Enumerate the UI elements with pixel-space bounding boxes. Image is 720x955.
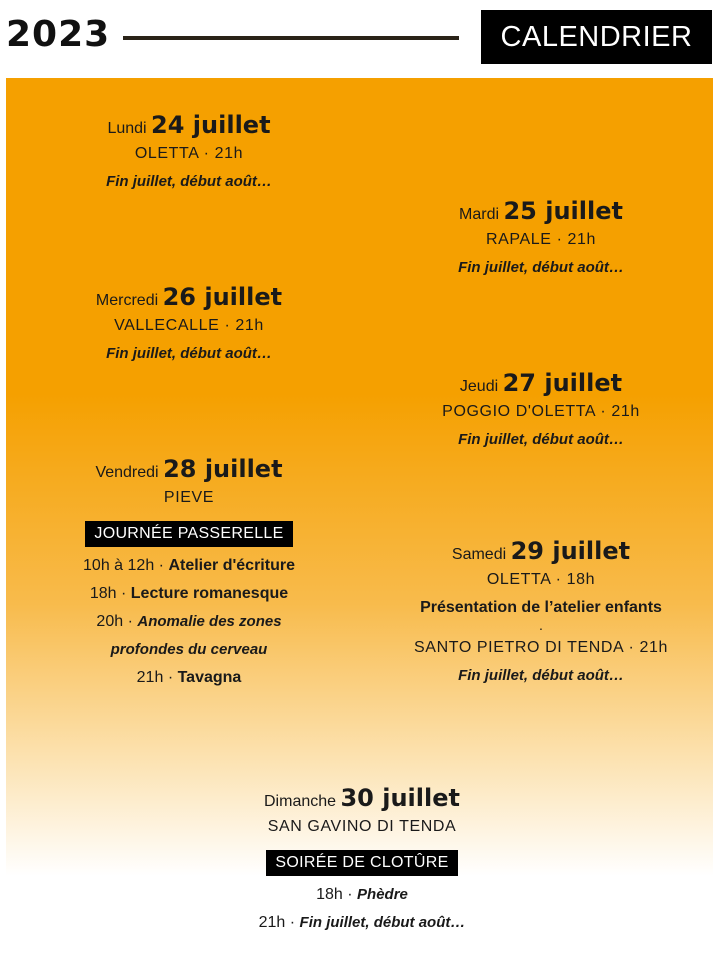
separator-dot: · [538,620,544,636]
event-time: 21h [567,231,597,248]
program-time: 21h [136,669,164,686]
program-title: Tavagna [177,669,242,686]
event-venue: POGGIO D'OLETTA [442,403,596,420]
header-rule [123,36,459,40]
event-venue-line [381,226,701,254]
program-line [29,552,349,580]
event-show: Fin juillet, début août… [458,667,624,684]
program-line [29,664,349,692]
event-venue: SANTO PIETRO DI TENDA [414,639,624,656]
event-venue: OLETTA [486,571,551,588]
event-venue: RAPALE [485,231,552,248]
program-line [29,608,349,636]
event-thursday-27 [381,368,701,454]
event-friday-28 [29,454,349,692]
event-tag-badge: SOIRÉE DE CLOTÛRE [266,850,457,876]
event-day: Lundi [107,120,147,137]
event-date: 25 juillet [503,197,623,225]
event-date: 30 juillet [340,784,460,812]
event-day: Mardi [459,206,500,223]
event-day: Mercredi [95,292,159,309]
event-venue-line [29,140,349,168]
event-monday-24 [29,110,349,196]
event-venue: OLETTA [134,145,199,162]
event-date-line [29,454,349,484]
event-date: 27 juillet [502,369,623,397]
separator-dot: · [289,914,296,931]
separator-dot: · [556,231,563,248]
event-tag-badge: JOURNÉE PASSERELLE [85,521,292,547]
event-venue: VALLECALLE [114,317,220,334]
event-date-line [381,368,701,398]
event-time: 21h [235,317,264,334]
program-title-continued: profondes du cerveau [110,641,268,658]
page-header [0,0,720,78]
event-date-line [381,196,701,226]
calendar-panel [6,78,713,955]
event-date: 24 juillet [151,111,271,139]
event-time: 21h [214,145,244,162]
event-day: Jeudi [459,378,499,395]
event-date: 29 juillet [510,537,631,565]
separator-dot: · [600,403,607,420]
program-title: Atelier d'écriture [168,557,295,574]
event-saturday-29 [381,536,701,690]
event-date-line [29,282,349,312]
event-time: 21h [639,639,668,656]
program-title: Fin juillet, début août… [299,914,466,931]
event-wednesday-26 [29,282,349,368]
separator-dot: · [628,639,635,656]
event-venue: PIEVE [163,489,215,506]
event-venue-line [381,634,701,662]
program-title: Lecture romanesque [130,585,289,602]
program-line [202,881,522,909]
program-line [29,580,349,608]
event-show: Fin juillet, début août… [458,259,624,276]
event-show: Fin juillet, début août… [106,345,272,362]
program-time: 18h [89,585,117,602]
event-show: Fin juillet, début août… [106,173,272,190]
program-time: 21h [258,914,286,931]
calendar-title-badge: CALENDRIER [481,10,712,64]
event-date: 26 juillet [162,283,283,311]
event-date-line [381,536,701,566]
event-date: 28 juillet [163,455,283,483]
separator-dot: · [158,557,164,574]
program-title: Présentation de l’atelier enfants [420,599,662,616]
event-tuesday-25 [381,196,701,282]
event-time: 21h [611,403,640,420]
event-date-line [202,783,522,813]
event-venue-line [381,566,701,594]
program-time: 18h [316,886,343,903]
program-time: 10h à 12h [83,557,155,574]
event-venue: SAN GAVINO DI TENDA [267,818,457,835]
separator-dot: · [120,585,127,602]
separator-dot: · [555,571,562,588]
event-sunday-30 [202,783,522,937]
year-heading: 2023 [6,14,111,55]
separator-dot: · [224,317,231,334]
separator-dot: · [347,886,353,903]
event-show: Fin juillet, début août… [458,431,624,448]
separator-dot: · [203,145,210,162]
event-venue-line [29,312,349,340]
event-day: Vendredi [95,464,159,481]
event-date-line [29,110,349,140]
event-day: Dimanche [264,793,337,810]
event-time: 18h [566,571,596,588]
event-venue-line [381,398,701,426]
event-day: Samedi [451,546,507,563]
program-title: Anomalie des zones [137,613,282,630]
separator-dot: · [127,613,133,630]
program-time: 20h [96,613,124,630]
program-title: Phèdre [357,886,408,903]
program-line [202,909,522,937]
separator-dot: · [167,669,174,686]
